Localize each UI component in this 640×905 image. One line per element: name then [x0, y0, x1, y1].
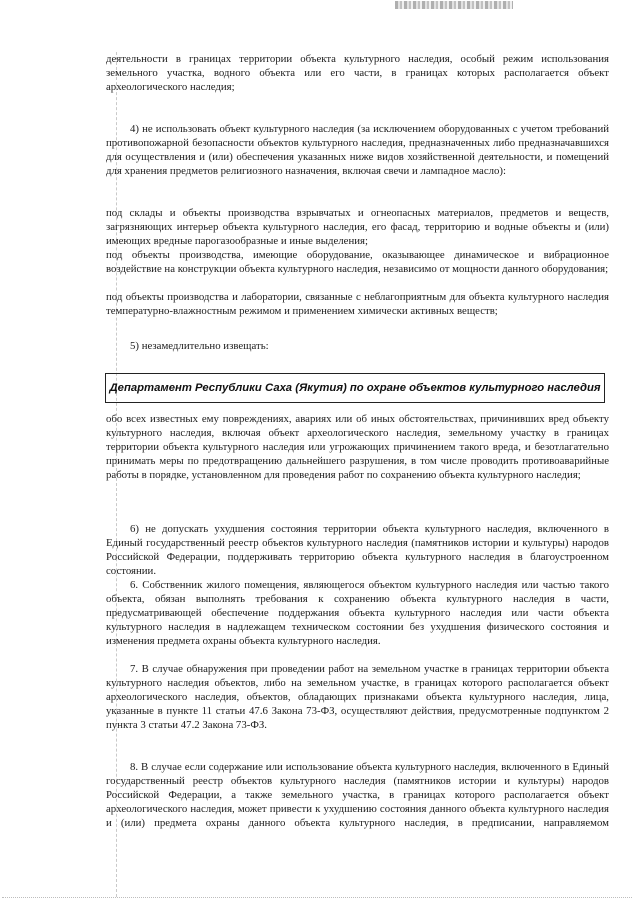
paragraph-1: деятельности в границах территории объекта культурного наследия, особый режим использования земельного участка, водного объекта или его части, в границах которых располагается объект археологического наследия; [106, 53, 609, 94]
paragraph-section-7: 7. В случае обнаружения при проведении работ на земельном участке в границах территории объекта культурного наследия объектов, либо на земельном участке, в границах которого располагается объект археологического наследия, объектов, обладающих признаками объекта культурного наследия, лица, указанные в пункте 11 статьи 47.6 Закона 73-ФЗ, осуществляют действия, предусмотренные подпунктом 2 пункта 3 статьи 47.2 Закона 73-ФЗ. [106, 663, 609, 732]
paragraph-item-6: 6) не допускать ухудшения состояния территории объекта культурного наследия, включенного в Единый государственный реестр объектов культурного наследия (памятников истории и культуры) народов Российской Федерации, поддерживать территорию объекта культурного наследия в благоустроенном состоянии. [106, 523, 609, 578]
paragraph-production-objects: под объекты производства, имеющие оборудование, оказывающее динамическое и вибрационное воздействие на конструкции объекта культурного наследия, независимо от мощности данного оборудования; [106, 249, 609, 276]
paragraph-section-6: 6. Собственник жилого помещения, являющегося объектом культурного наследия или частью такого объекта, обязан выполнять требования к сохранению объекта культурного наследия в части, предусматривающей обеспечение поддержания объекта культурного наследия или части объекта культурного наследия в надлежащем техническом состоянии без ухудшения физического состояния и изменения предмета охраны объекта культурного наследия. [106, 579, 609, 648]
scan-header-artifact [395, 1, 513, 9]
stamp-text: Департамент Республики Саха (Якутия) по охране объектов культурного наследия [109, 382, 601, 394]
paragraph-warehouses: под склады и объекты производства взрывчатых и огнеопасных материалов, предметов и веществ, загрязняющих интерьер объекта культурного наследия, его фасад, территорию и водные объекты и (или) имеющих вредные парогазообразные и иные выделения; [106, 207, 609, 248]
paragraph-item-5: 5) незамедлительно извещать: [130, 340, 269, 352]
paragraph-laboratories: под объекты производства и лаборатории, связанные с неблагоприятным для объекта культурного наследия температурно-влажностным режимом и применением химически активных веществ; [106, 291, 609, 318]
paragraph-item-4: 4) не использовать объект культурного наследия (за исключением оборудованных с учетом требований противопожарной безопасности объектов культурного наследия, предназначенных либо предназначавшихся для осуществления и (или) обеспечения указанных ниже видов хозяйственной деятельности, и помещений для хранения предметов религиозного назначения, включая свечи и лампадное масло): [106, 123, 609, 178]
scan-bottom-artifact [2, 897, 632, 901]
paragraph-damage-notice: обо всех известных ему повреждениях, авариях или об иных обстоятельствах, причинивших вред объекту культурного наследия, включая объект археологического наследия, земельному участку в границах территории объекта культурного наследия или угрожающих причинением такого вреда, и безотлагательно принимать меры по предотвращению дальнейшего разрушения, в том числе проводить противоаварийные работы в порядке, установленном для проведения работ по сохранению объекта культурного наследия; [106, 413, 609, 482]
paragraph-section-8: 8. В случае если содержание или использование объекта культурного наследия, включенного в Единый государственный реестр объектов культурного наследия (памятников истории и культуры) народов Российской Федерации, а также земельного участка, в границах которого располагается объект археологического наследия, может привести к ухудшению состояния данного объекта культурного наследия и (или) предмета охраны данного объекта культурного наследия, в предписании, направляемом [106, 761, 609, 830]
department-stamp [105, 373, 605, 403]
